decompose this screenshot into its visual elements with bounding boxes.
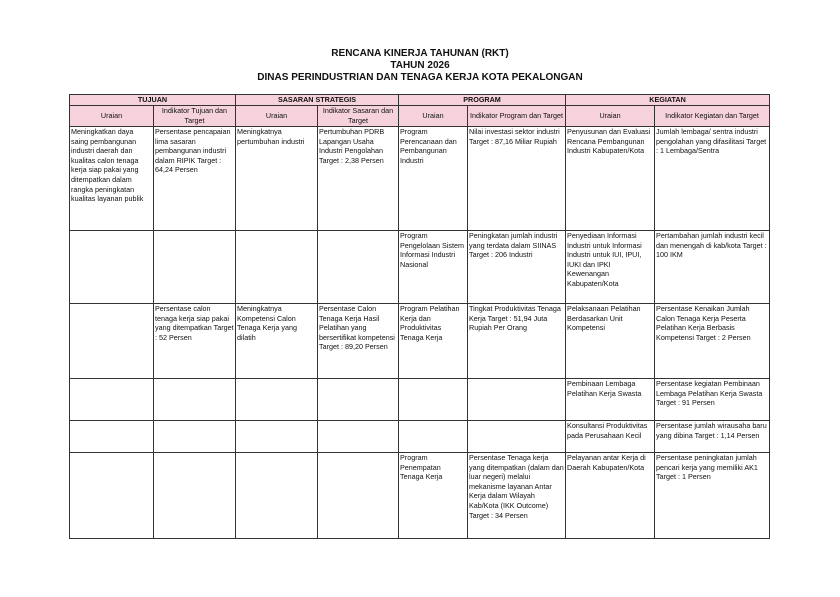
table-cell: Pertumbuhan PDRB Lapangan Usaha Industri Pengolahan Target : 2,38 Persen xyxy=(318,127,399,231)
column-header: Indikator Sasaran dan Target xyxy=(318,106,399,127)
rkt-table xyxy=(69,94,770,539)
group-header-tujuan: TUJUAN xyxy=(70,95,236,106)
table-cell xyxy=(70,453,154,539)
column-header: Uraian xyxy=(70,106,154,127)
table-cell xyxy=(318,379,399,421)
table-cell: Tingkat Produktivitas Tenaga Kerja Target : 51,94 Juta Rupiah Per Orang xyxy=(468,304,566,379)
table-cell: Persentase Calon Tenaga Kerja Hasil Pelatihan yang bersertifikat kompetensi Target : 89,20 Persen xyxy=(318,304,399,379)
group-header-kegiatan: KEGIATAN xyxy=(566,95,770,106)
table-row xyxy=(70,231,770,304)
table-cell: Program Pengelolaan Sistem Informasi Industri Nasional xyxy=(399,231,468,304)
table-row xyxy=(70,127,770,231)
table-cell: Pelaksanaan Pelatihan Berdasarkan Unit Kompetensi xyxy=(566,304,655,379)
column-header: Uraian xyxy=(566,106,655,127)
table-cell: Persentase kegiatan Pembinaan Lembaga Pelatihan Kerja Swasta Target : 91 Persen xyxy=(655,379,770,421)
table-cell: Jumlah lembaga/ sentra industri pengolahan yang difasilitasi Target : 1 Lembaga/Sentra xyxy=(655,127,770,231)
column-header: Uraian xyxy=(236,106,318,127)
table-cell xyxy=(236,379,318,421)
table-cell: Nilai investasi sektor industri Target : 87,16 Miliar Rupiah xyxy=(468,127,566,231)
table-row xyxy=(70,421,770,453)
table-cell: Meningkatnya pertumbuhan industri xyxy=(236,127,318,231)
table-cell: Penyediaan Informasi Industri untuk Informasi Industri untuk IUI, IPUI, IUKI dan IPKI Kewenangan Kabupaten/Kota xyxy=(566,231,655,304)
document-agency: DINAS PERINDUSTRIAN DAN TENAGA KERJA KOTA PEKALONGAN xyxy=(257,72,583,83)
table-cell xyxy=(70,231,154,304)
column-header: Indikator Kegiatan dan Target xyxy=(655,106,770,127)
table-row xyxy=(70,453,770,539)
table-cell xyxy=(154,421,236,453)
group-header-sasaran: SASARAN STRATEGIS xyxy=(236,95,399,106)
table-cell: Konsultansi Produktivitas pada Perusahaan Kecil xyxy=(566,421,655,453)
table-cell: Meningkatkan daya saing pembangunan industri daerah dan kualitas calon tenaga kerja siap pakai yang ditempatkan dalam rangka peningkatan kualitas layanan publik xyxy=(70,127,154,231)
group-header-row xyxy=(70,95,770,106)
table-cell xyxy=(399,379,468,421)
table-cell: Pelayanan antar Kerja di Daerah Kabupaten/Kota xyxy=(566,453,655,539)
table-cell: Meningkatnya Kompetensi Calon Tenaga Kerja yang dilatih xyxy=(236,304,318,379)
table-cell xyxy=(318,231,399,304)
column-header-row xyxy=(70,106,770,127)
document-title: RENCANA KINERJA TAHUNAN (RKT) xyxy=(331,48,509,59)
table-cell xyxy=(154,379,236,421)
group-header-program: PROGRAM xyxy=(399,95,566,106)
table-cell: Persentase Kenaikan Jumlah Calon Tenaga Kerja Peserta Pelatihan Kerja Berbasis Kompetensi Target : 2 Persen xyxy=(655,304,770,379)
table-cell xyxy=(154,231,236,304)
table-cell: Program Penempatan Tenaga Kerja xyxy=(399,453,468,539)
table-cell xyxy=(236,421,318,453)
table-cell: Penyusunan dan Evaluasi Rencana Pembangunan Industri Kabupaten/Kota xyxy=(566,127,655,231)
column-header: Uraian xyxy=(399,106,468,127)
table-cell xyxy=(70,379,154,421)
table-cell xyxy=(236,231,318,304)
table-cell xyxy=(468,421,566,453)
table-cell: Persentase calon tenaga kerja siap pakai yang ditempatkan Target : 52 Persen xyxy=(154,304,236,379)
table-cell: Program Pelatihan Kerja dan Produktivitas Tenaga Kerja xyxy=(399,304,468,379)
table-cell: Persentase jumlah wirausaha baru yang dibina Target : 1,14 Persen xyxy=(655,421,770,453)
table-cell xyxy=(399,421,468,453)
table-cell xyxy=(236,453,318,539)
table-cell: Peningkatan jumlah industri yang terdata dalam SIINAS Target : 206 Industri xyxy=(468,231,566,304)
document-year: TAHUN 2026 xyxy=(390,60,450,71)
table-cell xyxy=(154,453,236,539)
column-header: Indikator Tujuan dan Target xyxy=(154,106,236,127)
table-cell xyxy=(468,379,566,421)
table-cell xyxy=(318,453,399,539)
table-cell xyxy=(70,421,154,453)
column-header: Indikator Program dan Target xyxy=(468,106,566,127)
table-cell xyxy=(318,421,399,453)
table-row xyxy=(70,304,770,379)
table-row xyxy=(70,379,770,421)
table-cell: Persentase Tenaga kerja yang ditempatkan (dalam dan luar negeri) melalui mekanisme layanan Antar Kerja dalam Wilayah Kab/Kota (IKK Outcome) Target : 34 Persen xyxy=(468,453,566,539)
table-cell: Program Perencanaan dan Pembangunan Industri xyxy=(399,127,468,231)
table-cell: Persentase pencapaian lima sasaran pembangunan industri dalam RIPIK Target : 64,24 Persen xyxy=(154,127,236,231)
table-cell: Persentase peningkatan jumlah pencari kerja yang memiliki AK1 Target : 1 Persen xyxy=(655,453,770,539)
table-cell: Pembinaan Lembaga Pelatihan Kerja Swasta xyxy=(566,379,655,421)
table-cell: Pertambahan jumlah industri kecil dan menengah di kab/kota Target : 100 IKM xyxy=(655,231,770,304)
table-cell xyxy=(70,304,154,379)
